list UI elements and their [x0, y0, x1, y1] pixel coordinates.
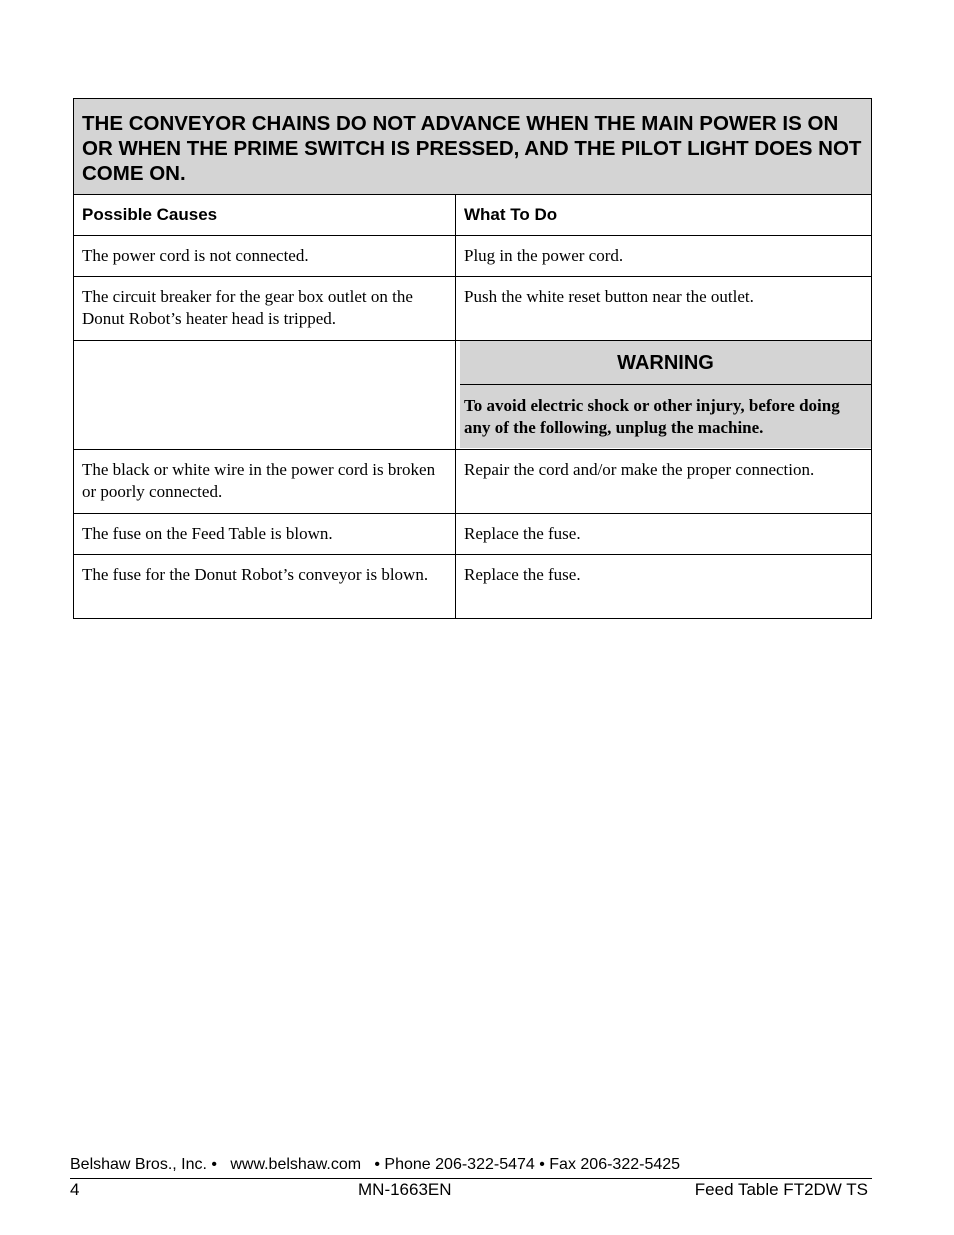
- footer-company-line: Belshaw Bros., Inc. • www.belshaw.com • Phone 206-322-5474 • Fax 206-322-5425: [70, 1156, 681, 1173]
- page-number: 4: [70, 1180, 80, 1199]
- empty-cell: [74, 341, 456, 450]
- table-header-row: [74, 195, 872, 236]
- footer-divider: [70, 1178, 872, 1179]
- footer-page-info: [70, 1180, 868, 1200]
- header-what-to-do: What To Do: [456, 195, 872, 236]
- action-cell: Plug in the power cord.: [456, 236, 872, 277]
- table-row: [74, 555, 872, 619]
- warning-title: WARNING: [460, 341, 871, 385]
- table-row: [74, 236, 872, 277]
- problem-title: THE CONVEYOR CHAINS DO NOT ADVANCE WHEN THE MAIN POWER IS ON OR WHEN THE PRIME SWITCH IS PRESSED, AND THE PILOT LIGHT DOES NOT COME ON.: [74, 99, 872, 195]
- action-cell: Push the white reset button near the outlet.: [456, 277, 872, 341]
- table-row: [74, 277, 872, 341]
- table-row: [74, 450, 872, 514]
- troubleshooting-table: [73, 98, 872, 619]
- document-number: MN-1663EN: [358, 1180, 452, 1199]
- action-cell: Replace the fuse.: [456, 514, 872, 555]
- warning-cell: [456, 341, 872, 450]
- cause-cell: The circuit breaker for the gear box outlet on the Donut Robot’s heater head is tripped.: [74, 277, 456, 341]
- cause-cell: The black or white wire in the power cord is broken or poorly connected.: [74, 450, 456, 514]
- model-name: Feed Table FT2DW TS: [694, 1180, 868, 1199]
- table-title-row: [74, 99, 872, 195]
- cause-cell: The power cord is not connected.: [74, 236, 456, 277]
- cause-cell: The fuse for the Donut Robot’s conveyor is blown.: [74, 555, 456, 619]
- header-possible-causes: Possible Causes: [74, 195, 456, 236]
- warning-row: [74, 341, 872, 450]
- warning-box: [460, 341, 871, 448]
- table-row: [74, 514, 872, 555]
- action-cell: Repair the cord and/or make the proper connection.: [456, 450, 872, 514]
- cause-cell: The fuse on the Feed Table is blown.: [74, 514, 456, 555]
- warning-text: To avoid electric shock or other injury, before doing any of the following, unplug the machine.: [464, 396, 840, 437]
- action-cell: Replace the fuse.: [456, 555, 872, 619]
